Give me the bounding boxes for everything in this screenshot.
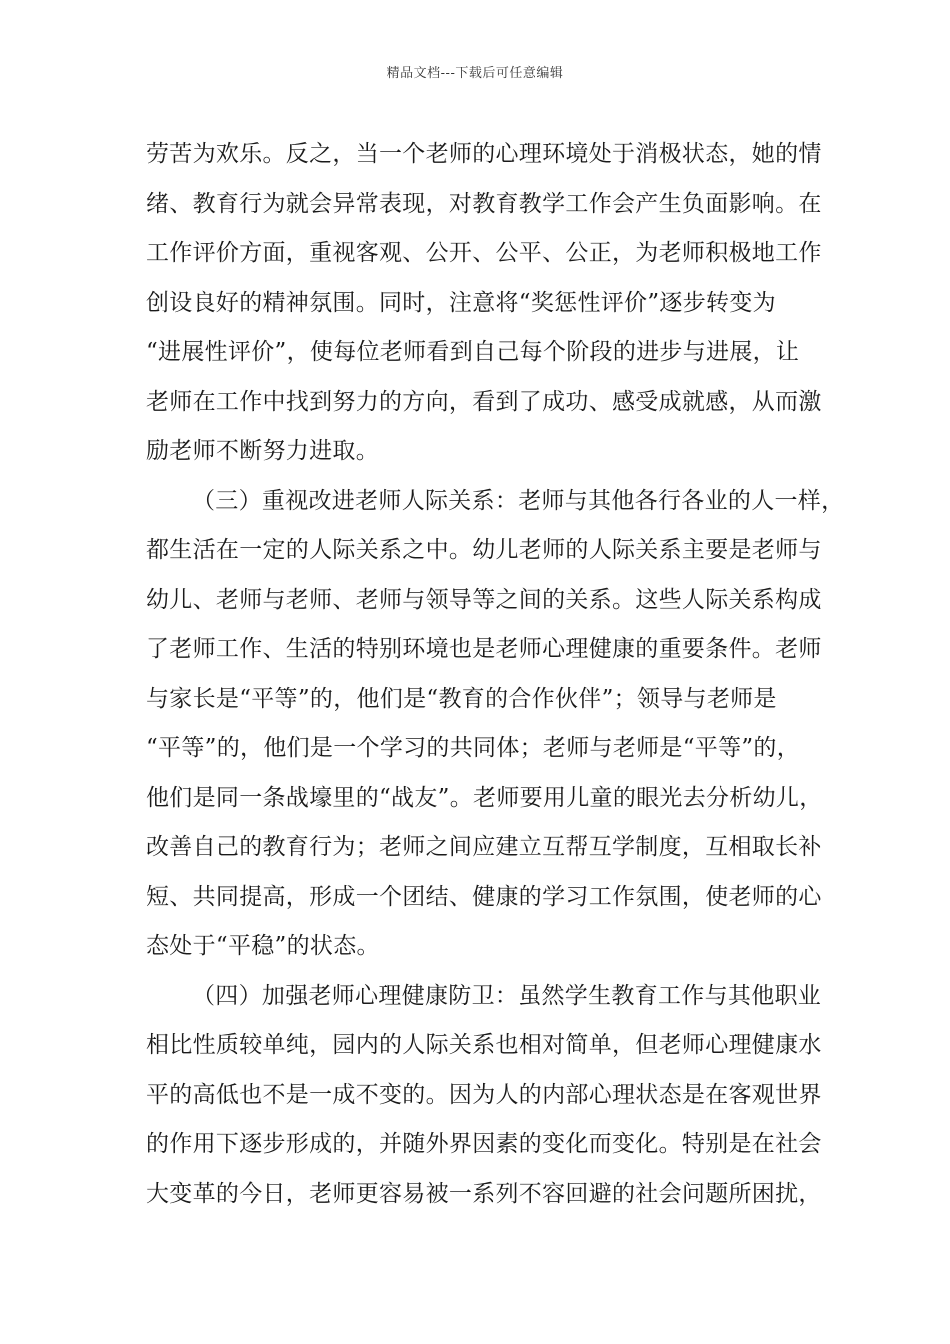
paragraph-line: 的作用下逐步形成的，并随外界因素的变化而变化。特别是在社会 (146, 1131, 822, 1157)
paragraph-line: 短、共同提高，形成一个团结、健康的学习工作氛围，使老师的心 (146, 883, 822, 910)
paragraph-line: 绪、教育行为就会异常表现，对教育教学工作会产生负面影响。在 (146, 190, 822, 217)
paragraph-line: 平的高低也不是一成不变的。因为人的内部心理状态是在客观世界 (146, 1081, 822, 1108)
body-text (146, 130, 845, 1219)
paragraph-line: （四）加强老师心理健康防卫：虽然学生教育工作与其他职业 (192, 982, 822, 1009)
paragraph-line: 励老师不断努力进取。 (146, 438, 379, 464)
paragraph-line: 大变革的今日，老师更容易被一系列不容回避的社会问题所困扰， (146, 1180, 822, 1207)
paragraph-line: 幼儿、老师与老师、老师与领导等之间的关系。这些人际关系构成 (146, 586, 822, 613)
paragraph-line: （三）重视改进老师人际关系：老师与其他各行各业的人一样， (192, 487, 845, 514)
paragraph-line: 都生活在一定的人际关系之中。幼儿老师的人际关系主要是老师与 (146, 537, 822, 563)
page-header: 精品文档---下载后可任意编辑 (386, 66, 564, 81)
paragraph-line: 相比性质较单纯，园内的人际关系也相对简单，但老师心理健康水 (146, 1032, 822, 1058)
paragraph-line: 老师在工作中找到努力的方向，看到了成功、感受成就感，从而激 (146, 388, 822, 415)
paragraph-line: “平等”的，他们是一个学习的共同体；老师与老师是“平等”的， (146, 735, 801, 761)
paragraph-line: 工作评价方面，重视客观、公开、公平、公正，为老师积极地工作 (146, 240, 822, 266)
paragraph-line: 改善自己的教育行为；老师之间应建立互帮互学制度，互相取长补 (146, 834, 822, 860)
paragraph-line: 创设良好的精神氛围。同时，注意将“奖惩性评价”逐步转变为 (146, 289, 776, 316)
paragraph-line: 劳苦为欢乐。反之，当一个老师的心理环境处于消极状态，她的情 (146, 141, 822, 167)
paragraph-line: 与家长是“平等”的，他们是“教育的合作伙伴”；领导与老师是 (146, 685, 777, 712)
paragraph-line: 态处于“平稳”的状态。 (146, 933, 380, 959)
paragraph-line: 他们是同一条战壕里的“战友”。老师要用儿童的眼光去分析幼儿， (146, 784, 823, 811)
paragraph-line: 了老师工作、生活的特别环境也是老师心理健康的重要条件。老师 (146, 636, 822, 662)
paragraph-line: “进展性评价”，使每位老师看到自己每个阶段的进步与进展，让 (146, 339, 800, 365)
